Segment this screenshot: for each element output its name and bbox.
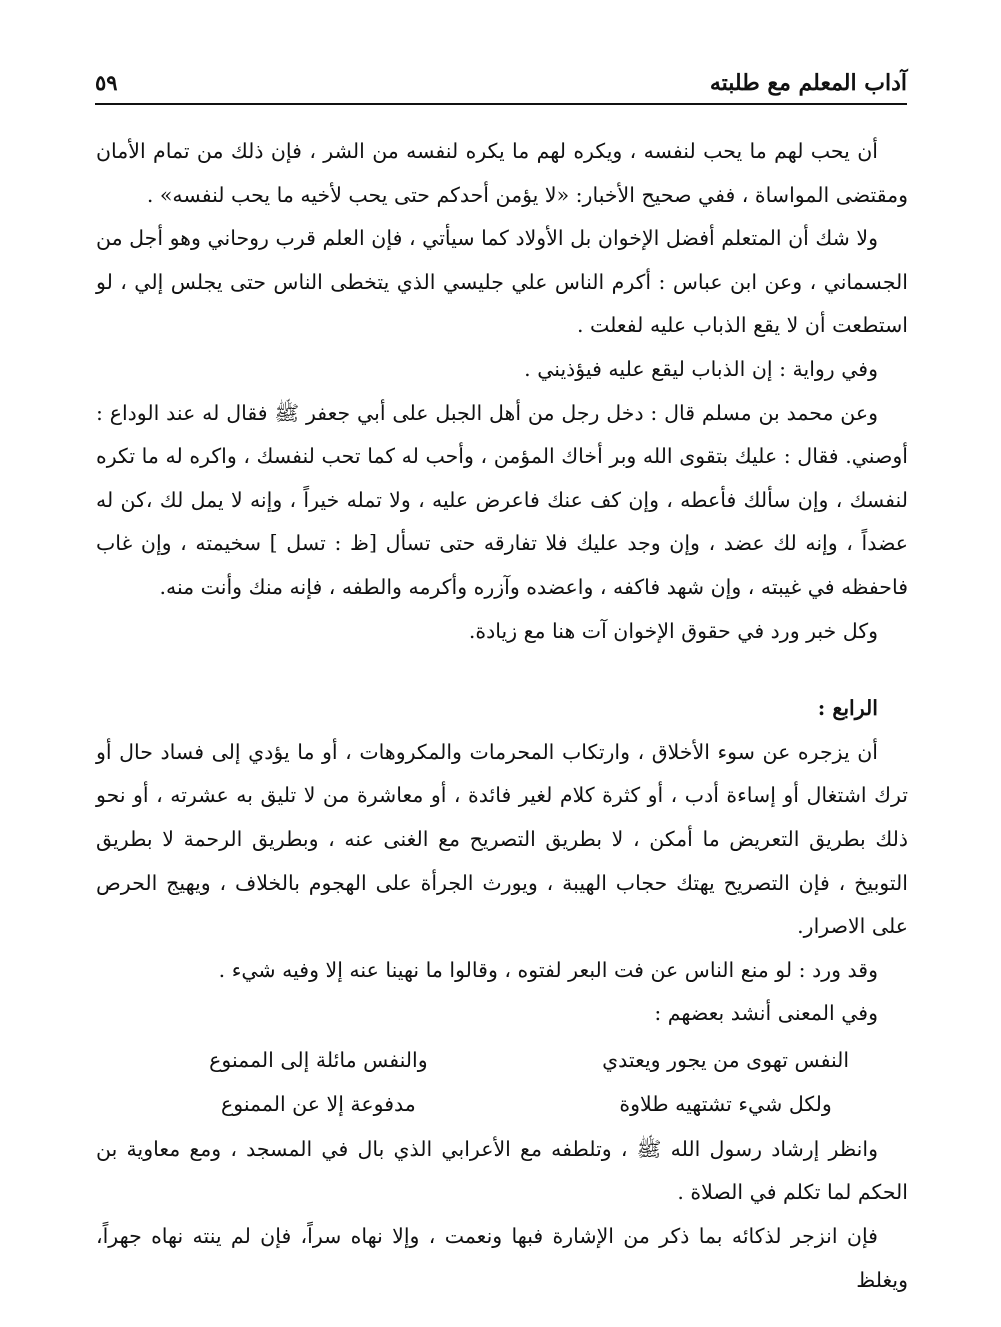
paragraph: وكل خبر ورد في حقوق الإخوان آت هنا مع زيادة. (468, 618, 878, 643)
paragraph: وقد ورد : لو منع الناس عن فت البعر لفتوه ، وقالوا ما نهينا عنه إلا وفيه شيء . (218, 957, 878, 982)
page-header (95, 68, 907, 102)
section-heading: الرابع : (817, 696, 878, 721)
verse-first-hemistich: النفس تهوى من يجور ويعتدي (602, 1047, 850, 1072)
verse (96, 1038, 908, 1082)
paragraph: فإن انزجر لذكائه بما ذكر من الإشارة فبها ونعمت ، وإلا نهاه سراً، فإن لم ينته نهاه جهراً، ويغلظ (96, 1224, 908, 1292)
section-spacer (96, 653, 908, 687)
verse (96, 1082, 908, 1126)
paragraph: ولا شك أن المتعلم أفضل الإخوان بل الأولاد كما سيأتي ، فإن العلم قرب روحاني وهو أجل من الجسماني ، وعن ابن عباس : أكرم الناس علي جليسي الذي يتخطى الناس حتى يجلس إلي ، لو استطعت أن لا يقع الذباب عليه لفعلت . (96, 226, 908, 338)
running-title: آداب المعلم مع طلبته (709, 70, 907, 96)
verse-second-hemistich: مدفوعة إلا عن الممنوع (221, 1091, 416, 1116)
header-rule (95, 103, 907, 105)
paragraph: وعن محمد بن مسلم قال : دخل رجل من أهل الجبل على أبي جعفر ﷺ فقال له عند الوداع : أوصني. فقال : عليك بتقوى الله وبر أخاك المؤمن ، وأحب له كما تحب لنفسك ، واكره له ما تكره لنفسك ، وإن سألك فأعطه ، وإن كف عنك فاعرض عليه ، ولا تمله خيراً ، وإنه لا يمل لك ،كن له عضداً ، وإنه لك عضد ، وإن وجد عليك فلا تفارقه حتى تسأل [ظ : تسل ] سخيمته ، وإن غاب فاحفظه في غيبته ، وإن شهد فاكفه ، واعضده وآزره وأكرمه والطفه ، فإنه منك وأنت منه. (96, 400, 908, 599)
paragraph: أن يزجره عن سوء الأخلاق ، وارتكاب المحرمات والمكروهات ، أو ما يؤدي إلى فساد حال أو ترك اشتغال أو إساءة أدب ، أو كثرة كلام لغير فائدة ، أو معاشرة من لا تليق به عشرته ، أو نحو ذلك بطريق التعريض ما أمكن ، لا بطريق التصريح مع الغنى عنه ، وبطريق الرحمة لا بطريق التوبيخ ، فإن التصريح يهتك حجاب الهيبة ، ويورث الجرأة على الهجوم بالخلاف ، ويهيج الحرص على الاصرار. (96, 739, 908, 939)
paragraph: وفي رواية : إن الذباب ليقع عليه فيؤذيني . (524, 356, 878, 381)
paragraph: أن يحب لهم ما يحب لنفسه ، ويكره لهم ما يكره لنفسه من الشر ، فإن ذلك من تمام الأمان ومقتضى المواساة ، ففي صحيح الأخبار: «لا يؤمن أحدكم حتى يحب لأخيه ما يحب لنفسه» . (96, 139, 908, 207)
verse-second-hemistich: والنفس مائلة إلى الممنوع (209, 1047, 428, 1072)
paragraph: وفي المعنى أنشد بعضهم : (654, 1001, 878, 1026)
poem (96, 1036, 908, 1128)
paragraph: وانظر إرشاد رسول الله ﷺ ، وتلطفه مع الأعرابي الذي بال في المسجد ، ومع معاوية بن الحكم لما تكلم في الصلاة . (96, 1136, 908, 1205)
page-number: ٥٩ (95, 70, 118, 95)
body-text (96, 130, 908, 1302)
verse-first-hemistich: ولكل شيء تشتهيه طلاوة (619, 1091, 832, 1116)
